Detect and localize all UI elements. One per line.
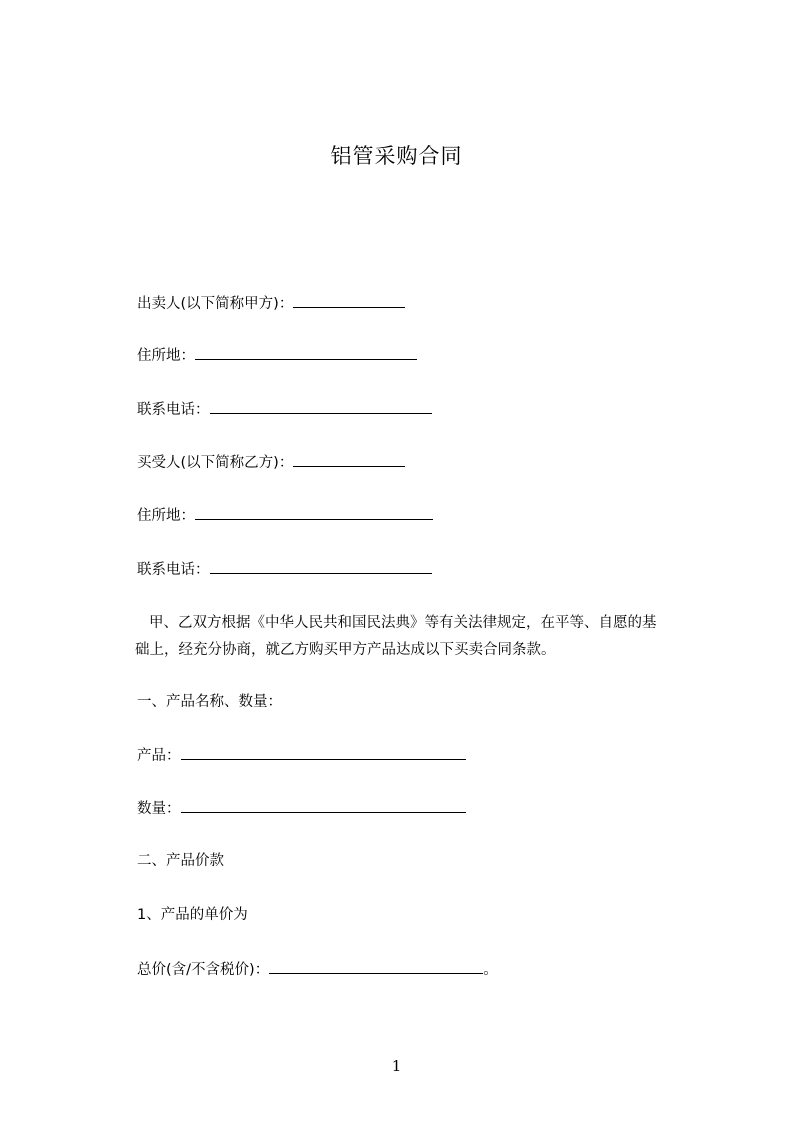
seller-name-blank[interactable] bbox=[293, 293, 405, 308]
product-line bbox=[137, 745, 466, 766]
buyer-phone-line bbox=[137, 559, 432, 580]
seller-address-label: 住所地： bbox=[137, 348, 195, 364]
section1-heading: 一、产品名称、数量： bbox=[137, 694, 282, 710]
intro-line-1: 甲、乙双方根据《中华人民共和国民法典》等有关法律规定，在平等、自愿的基 bbox=[149, 615, 657, 631]
buyer-name-label: 买受人(以下简称乙方)： bbox=[137, 455, 294, 471]
total-price-label: 总价(含/不含税价)： bbox=[137, 962, 270, 978]
seller-address-line bbox=[137, 345, 417, 366]
section2-heading: 二、产品价款 bbox=[137, 853, 224, 869]
quantity-line bbox=[137, 798, 466, 819]
unit-price-line: 1、产品的单价为 bbox=[137, 907, 248, 923]
buyer-name-line bbox=[137, 452, 405, 473]
quantity-blank[interactable] bbox=[181, 798, 466, 813]
seller-phone-blank[interactable] bbox=[210, 399, 432, 414]
total-price-line bbox=[137, 959, 498, 980]
total-price-suffix: 。 bbox=[483, 962, 498, 978]
intro-line-2: 础上，经充分协商，就乙方购买甲方产品达成以下买卖合同条款。 bbox=[135, 642, 556, 658]
intro-paragraph bbox=[137, 610, 703, 664]
product-label: 产品： bbox=[137, 748, 181, 764]
seller-name-line bbox=[137, 293, 405, 314]
buyer-address-line bbox=[137, 505, 433, 526]
buyer-phone-blank[interactable] bbox=[210, 559, 432, 574]
seller-phone-label: 联系电话： bbox=[137, 402, 210, 418]
product-blank[interactable] bbox=[181, 745, 466, 760]
page-number: 1 bbox=[391, 1057, 402, 1075]
buyer-address-label: 住所地： bbox=[137, 508, 195, 524]
quantity-label: 数量： bbox=[137, 801, 181, 817]
seller-phone-line bbox=[137, 399, 432, 420]
seller-address-blank[interactable] bbox=[195, 345, 417, 360]
seller-name-label: 出卖人(以下简称甲方)： bbox=[137, 296, 294, 312]
buyer-address-blank[interactable] bbox=[195, 505, 433, 520]
total-price-blank[interactable] bbox=[269, 959, 483, 974]
buyer-name-blank[interactable] bbox=[293, 452, 405, 467]
buyer-phone-label: 联系电话： bbox=[137, 562, 210, 578]
document-title: 铝管采购合同 bbox=[330, 144, 463, 168]
